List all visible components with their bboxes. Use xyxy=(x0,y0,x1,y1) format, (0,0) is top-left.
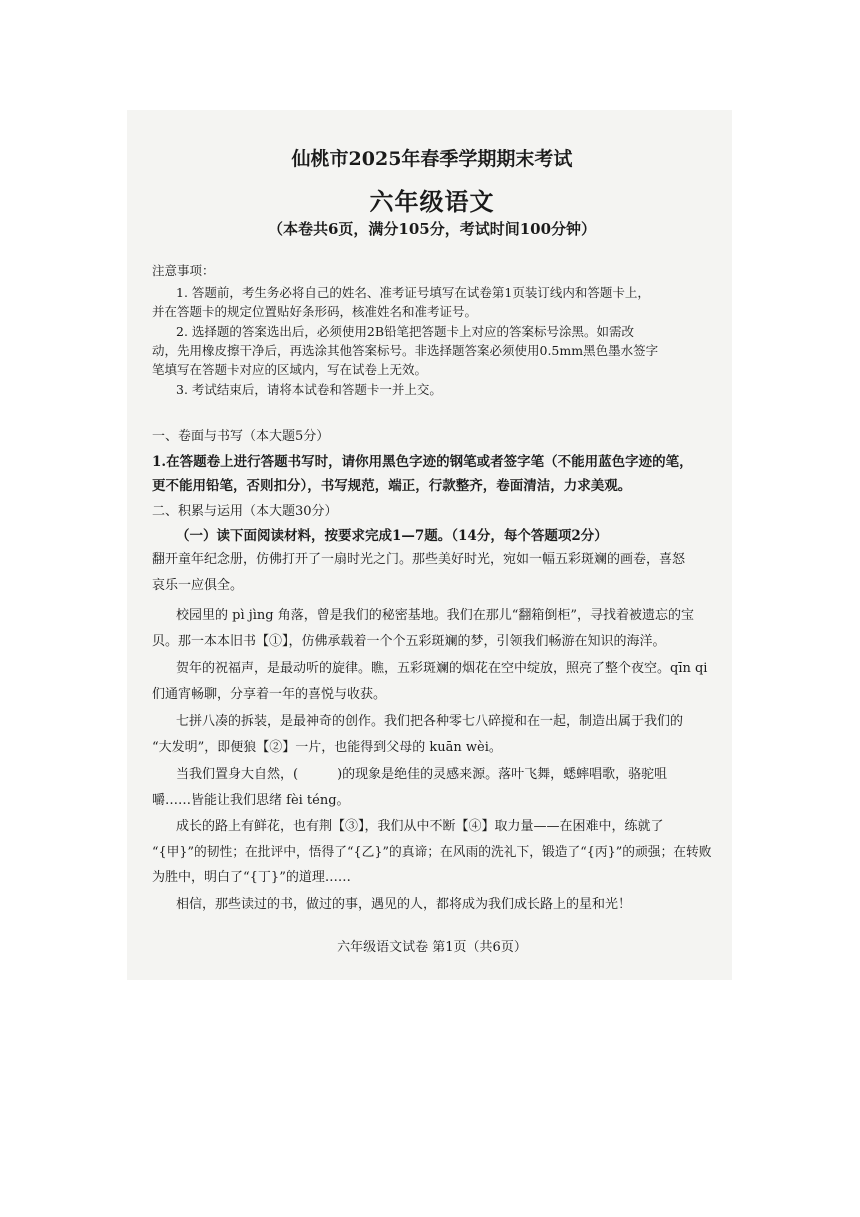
section1-question-line: 更不能用铅笔，否则扣分），书写规范，端正，行款整齐，卷面清洁，力求美观。 xyxy=(152,478,632,494)
passage-line: 成长的路上有鲜花，也有荆【③】，我们从中不断【④】取力量——在困难中，练就了 xyxy=(176,819,664,834)
note-line: 2. 选择题的答案选出后，必须使用2B铅笔把答题卡上对应的答案标号涂黑。如需改 xyxy=(176,324,635,339)
note-line: 动，先用橡皮擦干净后，再选涂其他答案标号。非选择题答案必须使用0.5mm黑色墨水签字 xyxy=(152,343,659,358)
passage-line: 哀乐一应俱全。 xyxy=(152,578,244,593)
passage-line: 贺年的祝福声，是最动听的旋律。瞧，五彩斑斓的烟花在空中绽放，照亮了整个夜空。qīn qi xyxy=(176,661,708,676)
passage-line: “{甲}”的韧性；在批评中，悟得了“{乙}”的真谛；在风雨的洗礼下，锻造了“{丙}”的顽强；在转败 xyxy=(152,845,712,860)
page-footer: 六年级语文试卷 第1页（共6页） xyxy=(337,940,527,955)
notes-heading: 注意事项： xyxy=(152,263,215,278)
passage-line: 翻开童年纪念册，仿佛打开了一扇时光之门。那些美好时光，宛如一幅五彩斑斓的画卷，喜怒 xyxy=(152,552,686,567)
exam-title: 仙桃市2025年春季学期期末考试 xyxy=(291,148,573,170)
passage-line: 相信，那些读过的书，做过的事，遇见的人，都将成为我们成长路上的星和光！ xyxy=(176,897,632,912)
passage-line: 为胜中，明白了“{丁}”的道理…… xyxy=(152,870,351,885)
passage-line: 校园里的 pì jìng 角落，曾是我们的秘密基地。我们在那儿“翻箱倒柜”，寻找着被遗忘的宝 xyxy=(176,608,695,623)
passage-line: 贝。那一本本旧书【①】，仿佛承载着一个个五彩斑斓的梦，引领我们畅游在知识的海洋。 xyxy=(152,634,666,649)
exam-info: （本卷共6页，满分105分，考试时间100分钟） xyxy=(267,220,597,238)
passage-line: 们通宵畅聊，分享着一年的喜悦与收获。 xyxy=(152,687,387,702)
note-line: 笔填写在答题卡对应的区域内，写在试卷上无效。 xyxy=(152,362,428,377)
section2-subheading: （一）读下面阅读材料，按要求完成1—7题。（14分，每个答题项2分） xyxy=(176,528,608,544)
passage-line: “大发明”，即便狼【②】一片，也能得到父母的 kuān wèi。 xyxy=(152,740,502,755)
passage-line: 当我们置身大自然，( )的现象是绝佳的灵感来源。落叶飞舞，蟋蟀唱歌，骆驼咀 xyxy=(176,767,668,782)
exam-subject: 六年级语文 xyxy=(369,187,495,216)
section2-heading: 二、积累与运用（本大题30分） xyxy=(152,504,338,519)
passage-line: 嚼……皆能让我们思绪 fèi téng。 xyxy=(152,793,350,808)
note-line: 3. 考试结束后，请将本试卷和答题卡一并上交。 xyxy=(176,382,442,397)
section1-question-line: 1.在答题卷上进行答题书写时，请你用黑色字迹的钢笔或者签字笔（不能用蓝色字迹的笔， xyxy=(152,454,693,470)
passage-line: 七拼八凑的拆装，是最神奇的创作。我们把各种零七八碎搅和在一起，制造出属于我们的 xyxy=(176,714,684,729)
note-line: 并在答题卡的规定位置贴好条形码，核准姓名和准考证号。 xyxy=(152,304,478,319)
note-line: 1. 答题前，考生务必将自己的姓名、准考证号填写在试卷第1页装订线内和答题卡上， xyxy=(176,285,650,300)
section1-heading: 一、卷面与书写（本大题5分） xyxy=(152,429,330,444)
